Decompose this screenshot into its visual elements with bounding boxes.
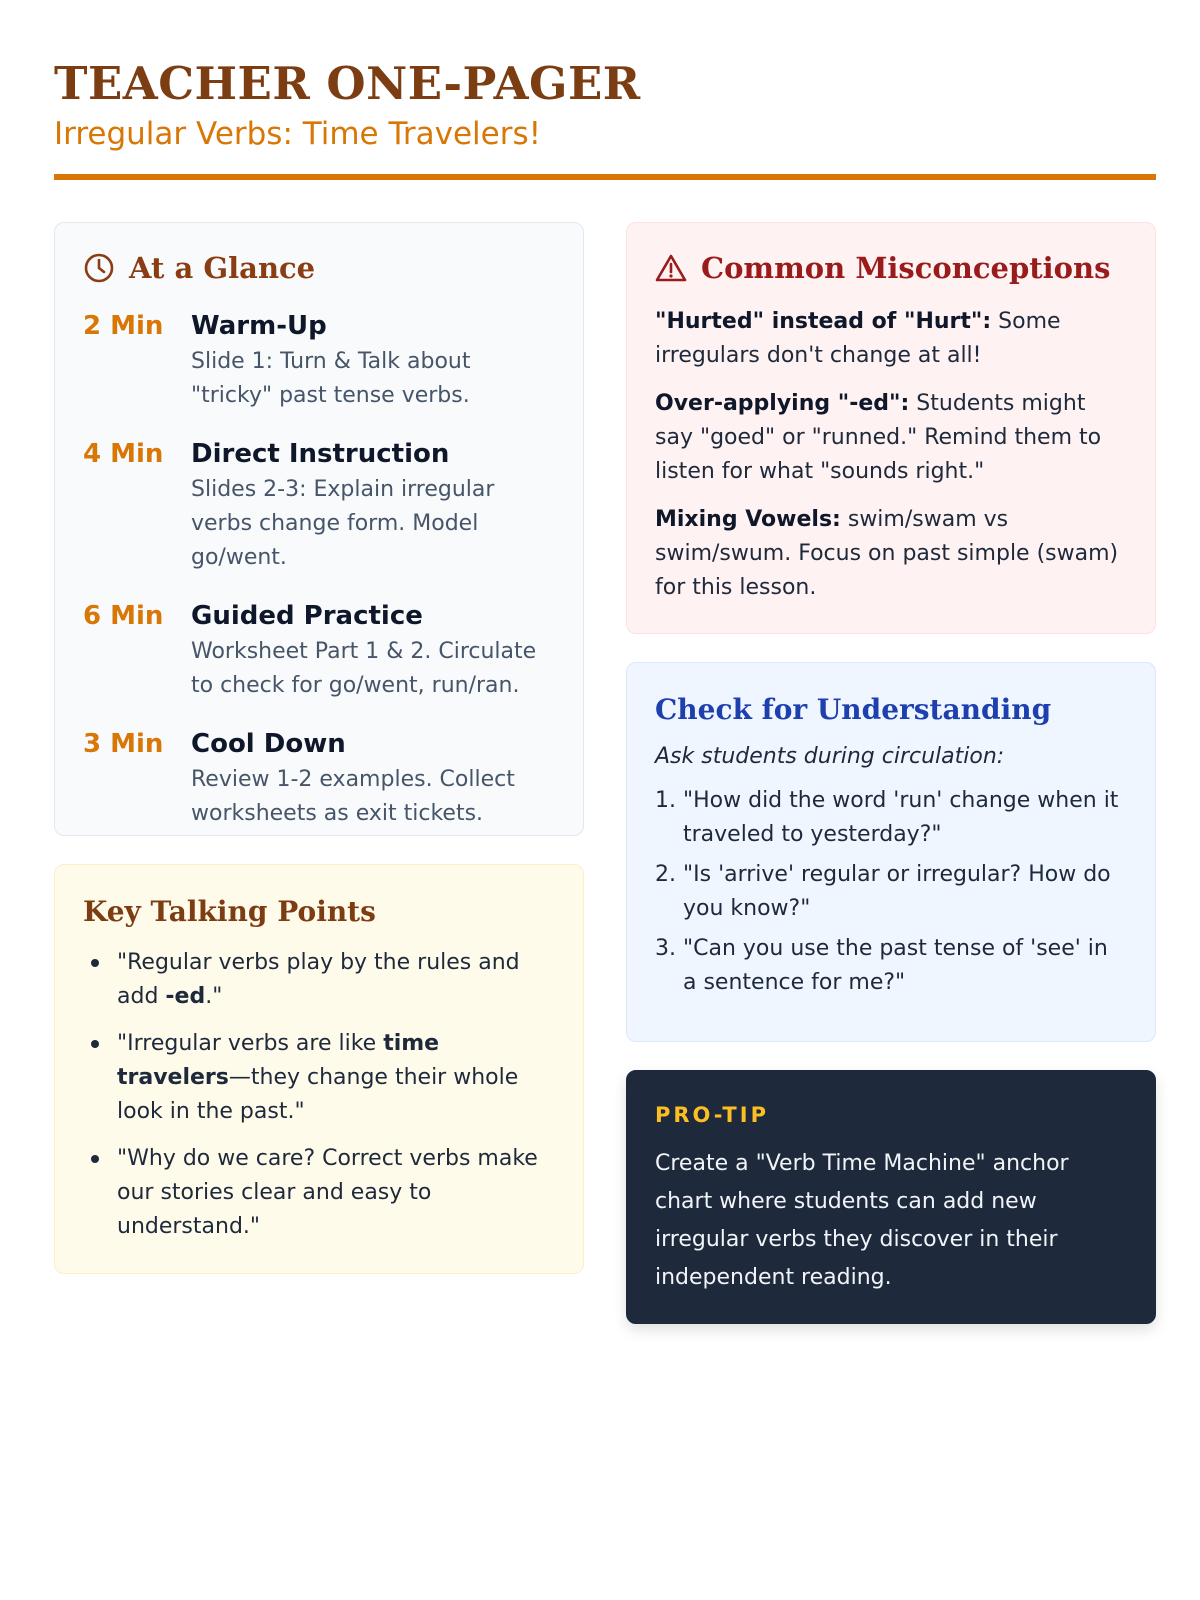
common-misconceptions-heading <box>655 251 1127 285</box>
warning-icon <box>655 253 687 283</box>
glance-time: 2 Min <box>83 311 164 341</box>
glance-description: Worksheet Part 1 & 2. Circulate to check for go/went, run/ran. <box>191 639 537 698</box>
glance-time: 3 Min <box>83 729 164 759</box>
misconception-item: Mixing Vowels: swim/swam vs swim/swum. Focus on past simple (swam) for this lesson. <box>655 507 1119 600</box>
glance-heading: Cool Down <box>191 729 346 759</box>
glance-heading: Warm-Up <box>191 311 327 341</box>
header-divider <box>54 174 1156 180</box>
glance-row-direct-instruction <box>83 437 555 575</box>
page-title: TEACHER ONE-PAGER <box>54 57 641 110</box>
page-header <box>54 56 1156 154</box>
check-for-understanding-card <box>626 662 1156 1042</box>
glance-row-guided-practice <box>83 599 555 703</box>
check-intro: Ask students during circulation: <box>655 744 1005 769</box>
glance-time: 4 Min <box>83 439 164 469</box>
glance-description: Slides 2-3: Explain irregular verbs change form. Model go/went. <box>191 477 495 570</box>
pro-tip-text: Create a "Verb Time Machine" anchor chart where students can add new irregular verbs they discover in their independent reading. <box>655 1151 1069 1290</box>
clock-icon <box>83 252 115 284</box>
glance-time: 6 Min <box>83 601 164 631</box>
key-talking-points-card <box>54 864 584 1274</box>
at-a-glance-heading <box>83 251 555 285</box>
glance-heading: Direct Instruction <box>191 439 450 469</box>
glance-description: Slide 1: Turn & Talk about "tricky" past tense verbs. <box>191 349 471 408</box>
list-item: "Why do we care? Correct verbs make our stories clear and easy to understand." <box>83 1142 555 1244</box>
glance-description: Review 1-2 examples. Collect worksheets as exit tickets. <box>191 767 515 826</box>
check-questions-list <box>655 784 1127 1000</box>
list-item: 2. "Is 'arrive' regular or irregular? How do you know?" <box>655 862 1111 921</box>
common-misconceptions-card <box>626 222 1156 634</box>
pro-tip-label: PRO-TIP <box>655 1103 769 1127</box>
page-subtitle: Irregular Verbs: Time Travelers! <box>54 116 542 152</box>
glance-row-cool-down <box>83 727 555 831</box>
list-item: 1. "How did the word 'run' change when it traveled to yesterday?" <box>655 788 1119 847</box>
check-for-understanding-title: Check for Understanding <box>655 693 1052 726</box>
talking-points-list <box>83 946 555 1244</box>
at-a-glance-card <box>54 222 584 836</box>
misconception-item: Over-applying "-ed": Students might say "goed" or "runned." Remind them to listen for what "sounds right." <box>655 391 1102 484</box>
at-a-glance-title: At a Glance <box>129 251 316 285</box>
misconception-item: "Hurted" instead of "Hurt": Some irregulars don't change at all! <box>655 309 1061 368</box>
key-talking-points-title: Key Talking Points <box>83 895 376 928</box>
glance-row-warm-up <box>83 309 555 413</box>
list-item: "Irregular verbs are like time travelers—they change their whole look in the past." <box>83 1027 555 1129</box>
pro-tip-card <box>626 1070 1156 1324</box>
list-item: 3. "Can you use the past tense of 'see' in a sentence for me?" <box>655 936 1108 995</box>
glance-heading: Guided Practice <box>191 601 423 631</box>
list-item: "Regular verbs play by the rules and add -ed." <box>83 946 555 1014</box>
common-misconceptions-title: Common Misconceptions <box>701 251 1111 285</box>
